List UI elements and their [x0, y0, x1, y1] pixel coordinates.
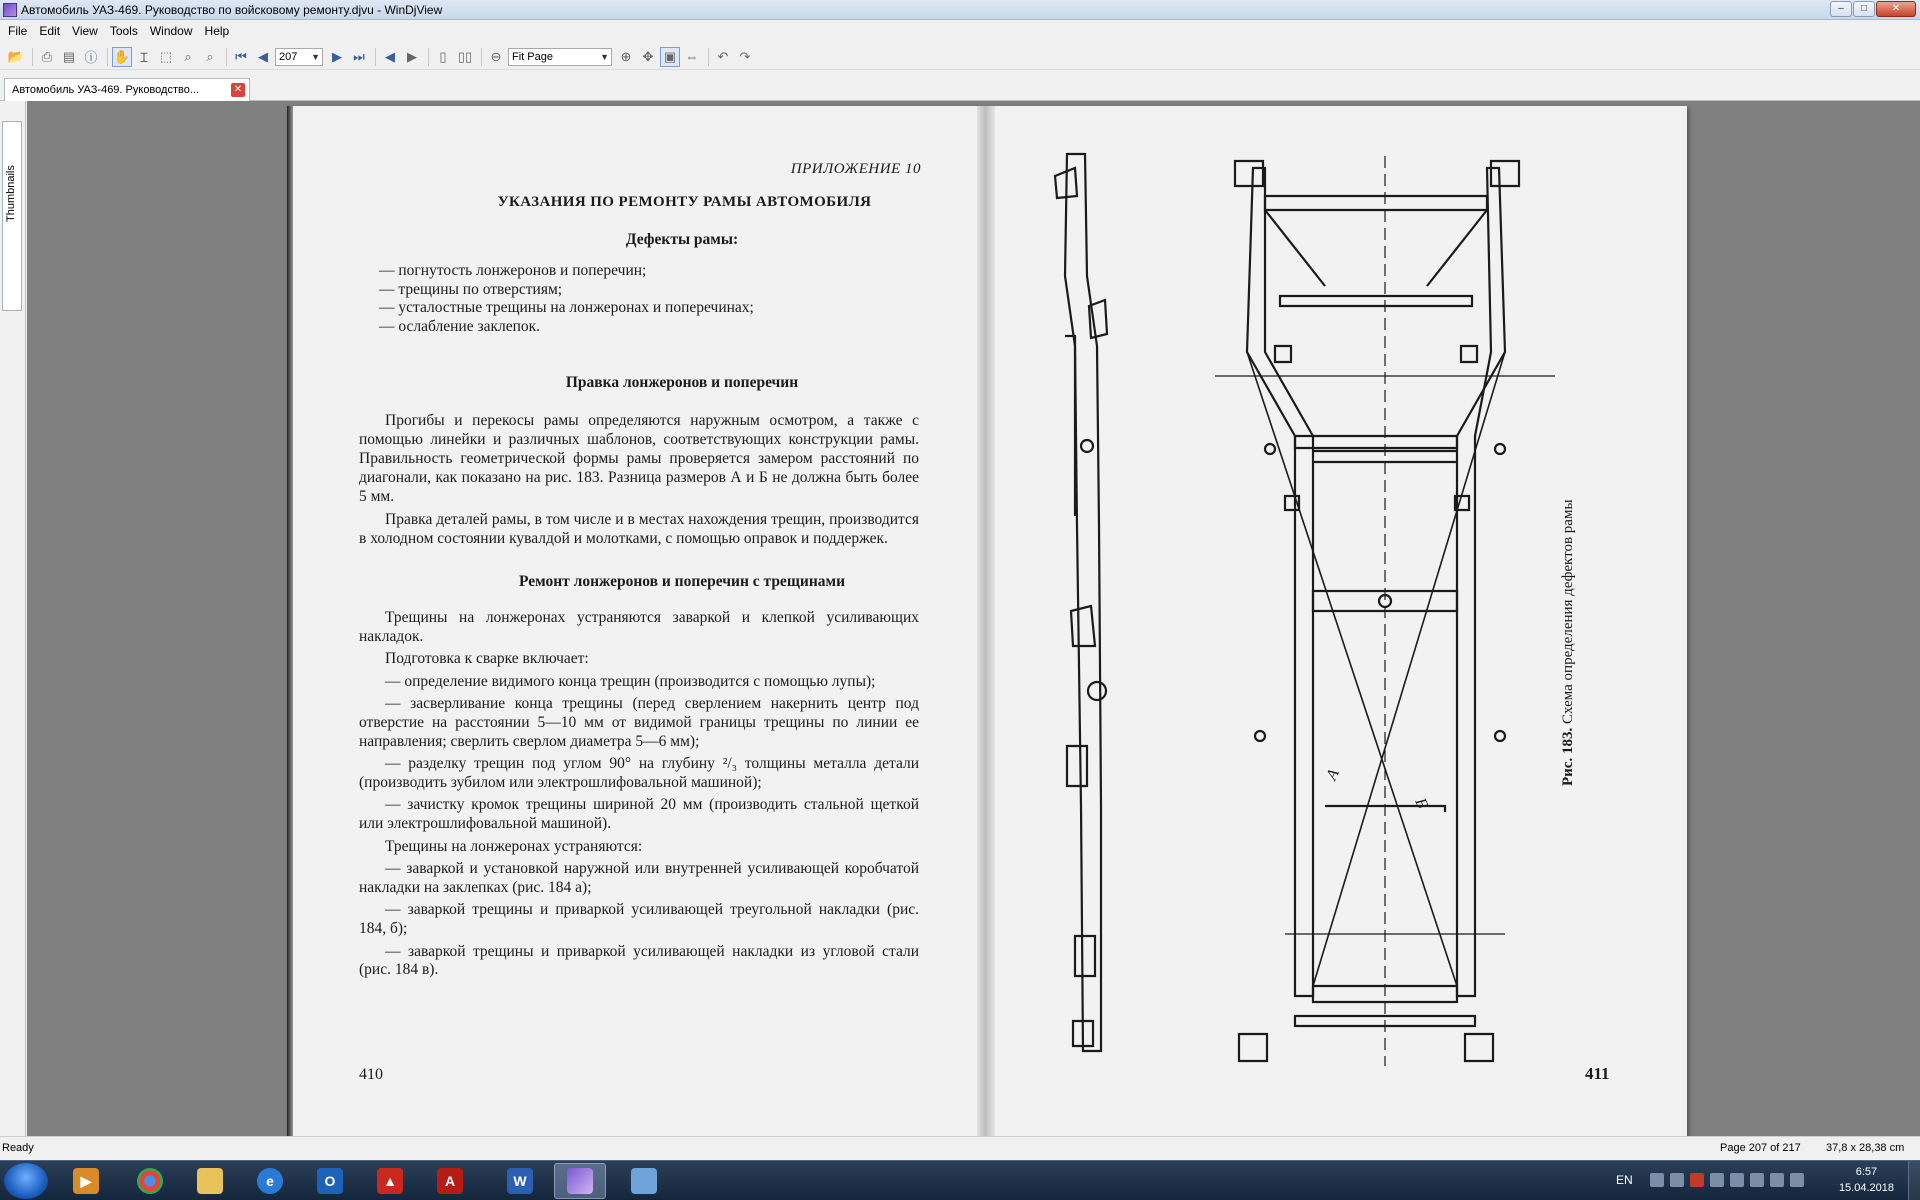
- page-number-left: 410: [359, 1066, 383, 1083]
- forward-icon[interactable]: ▶: [407, 48, 417, 64]
- page-heading: УКАЗАНИЯ ПО РЕМОНТУ РАМЫ АВТОМОБИЛЯ: [497, 194, 872, 210]
- chevron-down-icon: ▼: [600, 51, 609, 62]
- zoom-in-tool-icon[interactable]: ⌕: [184, 48, 192, 64]
- clock-date: 15.04.2018: [1838, 1182, 1894, 1194]
- paragraph: Трещины на лонжеронах устраняются:: [385, 837, 643, 855]
- taskbar-window[interactable]: [618, 1163, 670, 1199]
- window-icon: [631, 1168, 657, 1194]
- status-ready: Ready: [2, 1142, 34, 1154]
- toolbar-separator: [226, 48, 227, 66]
- word-icon: W: [507, 1168, 533, 1194]
- tray-app-icon[interactable]: [1690, 1173, 1704, 1187]
- taskbar-media-player[interactable]: [60, 1163, 112, 1199]
- diagonal-label-a: А: [1323, 766, 1343, 783]
- taskbar-internet-explorer[interactable]: [244, 1163, 296, 1199]
- chevron-down-icon: ▼: [311, 51, 320, 62]
- last-page-icon[interactable]: ⏭: [353, 48, 365, 64]
- side-panel: [0, 101, 26, 1136]
- toolbar-separator: [107, 48, 108, 66]
- tray-app-icon[interactable]: [1750, 1173, 1764, 1187]
- page-number-combo[interactable]: [275, 48, 323, 66]
- fit-width-icon[interactable]: ⇔: [685, 49, 699, 64]
- page-number-right: 411: [1585, 1064, 1610, 1083]
- taskbar-acrobat[interactable]: [424, 1163, 476, 1199]
- paragraph: — заваркой трещины и приваркой усиливающей треугольной накладки (рис. 184, б);: [359, 901, 919, 937]
- taskbar-chrome[interactable]: [124, 1163, 176, 1199]
- taskbar-windjview[interactable]: [554, 1163, 606, 1199]
- paragraph: — заваркой трещины и приваркой усиливающей накладки из угловой стали (рис. 184 в).: [359, 942, 919, 979]
- window-title: Автомобиль УАЗ-469. Руководство по войсковому ремонту.djvu - WinDjView: [21, 2, 443, 17]
- folder-icon: [197, 1168, 223, 1194]
- side-view-rail: [1055, 154, 1107, 1051]
- two-pages-icon[interactable]: ▯▯: [457, 48, 473, 64]
- windjview-app-icon: [3, 3, 17, 17]
- single-page-icon[interactable]: ▯: [439, 48, 447, 64]
- zoom-value: Fit Page: [512, 50, 553, 63]
- close-button[interactable]: ✕: [1876, 1, 1916, 17]
- figure-caption: [1560, 499, 1577, 786]
- outlook-icon: O: [317, 1168, 343, 1194]
- paragraph: — засверливание конца трещины (перед сверлением накернить центр под отверстие на расстоянии 5—10 мм от видимой границы трещины по линии ее направления; сверлить сверлом диаметра 5—6 мм);: [359, 695, 919, 750]
- paragraph: — определение видимого конца трещин (производится с помощью лупы);: [385, 672, 876, 690]
- taskbar-acrobat-triangle[interactable]: [364, 1163, 416, 1199]
- system-tray: [1600, 1161, 1920, 1200]
- clock-time: 6:57: [1855, 1166, 1878, 1178]
- volume-icon[interactable]: [1790, 1173, 1804, 1187]
- straightening-text: [359, 411, 919, 552]
- page-number-value: 207: [279, 50, 298, 63]
- paragraph: — разделку трещин под углом 90° на глубину ²/₃ толщины металла детали (производить зубилом или электрошлифовальной машиной);: [359, 755, 919, 791]
- paragraph: — заваркой и установкой наружной или внутренней усиливающей коробчатой накладки на заклепках (рис. 184 а);: [359, 860, 919, 896]
- window-controls: [1829, 1, 1916, 17]
- list-item: — трещины по отверстиям;: [379, 280, 563, 298]
- paragraph: Правка деталей рамы, в том числе и в местах нахождения трещин, производится в холодном состоянии кувалдой и молотками, с помощью оправок и поддержек.: [359, 511, 919, 547]
- defects-list: [379, 262, 754, 336]
- acrobat-icon: A: [437, 1168, 463, 1194]
- media-player-icon: ▶: [73, 1168, 99, 1194]
- fit-page-icon[interactable]: ▣: [660, 47, 680, 67]
- status-page-info: Page 207 of 217: [1720, 1142, 1801, 1154]
- repair-heading: Ремонт лонжеронов и поперечин с трещинами: [519, 573, 845, 590]
- taskbar-word[interactable]: [494, 1163, 546, 1199]
- acrobat-triangle-icon: ▲: [377, 1168, 403, 1194]
- hand-tool-icon[interactable]: ✋: [112, 47, 132, 67]
- ie-icon: e: [257, 1168, 283, 1194]
- defects-heading: Дефекты рамы:: [625, 231, 739, 248]
- figure-label: Рис. 183.: [1560, 727, 1576, 786]
- menu-bar: [0, 20, 1920, 42]
- clock[interactable]: [1839, 1164, 1894, 1196]
- print-preview-icon[interactable]: ▤: [62, 48, 76, 64]
- toolbar: [0, 44, 1920, 70]
- toolbar-separator: [428, 48, 429, 66]
- tray-app-icon[interactable]: [1670, 1173, 1684, 1187]
- print-icon[interactable]: ⎙: [41, 48, 53, 64]
- chrome-icon: [137, 1168, 163, 1194]
- close-tab-icon[interactable]: ✕: [231, 83, 245, 97]
- minimize-button[interactable]: ‒: [1830, 1, 1852, 17]
- toolbar-separator: [32, 48, 33, 66]
- zoom-out-tool-icon[interactable]: ⌕: [206, 48, 214, 64]
- next-page-icon[interactable]: ▶: [332, 48, 342, 64]
- paragraph: Трещины на лонжеронах устраняются заваркой и клепкой усиливающих накладок.: [359, 609, 919, 645]
- open-folder-icon[interactable]: 📂: [7, 48, 25, 64]
- tray-app-icon[interactable]: [1650, 1173, 1664, 1187]
- actual-size-icon[interactable]: ✥: [642, 48, 654, 64]
- figure-caption-text: Схема определения дефектов рамы: [1560, 499, 1576, 725]
- zoom-in-icon[interactable]: ⊕: [620, 48, 632, 64]
- paragraph: — зачистку кромок трещины шириной 20 мм (производить стальной щеткой или электрошлифовальной машиной).: [359, 796, 919, 832]
- network-icon[interactable]: [1770, 1173, 1784, 1187]
- zoom-out-icon[interactable]: ⊖: [490, 48, 502, 64]
- zoom-combo[interactable]: [508, 48, 612, 66]
- language-indicator[interactable]: EN: [1616, 1173, 1633, 1187]
- show-desktop-button[interactable]: [1908, 1161, 1920, 1200]
- repair-text: [359, 609, 919, 984]
- diagonal-label-b: Б: [1411, 795, 1431, 812]
- tray-icons: [1650, 1173, 1810, 1187]
- top-view-frame: [1235, 161, 1519, 1061]
- tab-label: Автомобиль УАЗ-469. Руководство...: [12, 84, 199, 96]
- menu-tools[interactable]: Tools: [109, 24, 138, 38]
- page-410: [287, 106, 987, 1138]
- tray-app-icon[interactable]: [1730, 1173, 1744, 1187]
- taskbar-explorer[interactable]: [184, 1163, 236, 1199]
- menu-file[interactable]: File: [8, 24, 28, 38]
- list-item: — погнутость лонжеронов и поперечин;: [379, 262, 647, 279]
- menu-view[interactable]: View: [72, 24, 98, 38]
- page-spread: [287, 106, 1687, 1138]
- thumbnails-tab[interactable]: [2, 121, 22, 311]
- status-page-size: 37,8 x 28,38 cm: [1826, 1142, 1905, 1154]
- previous-page-icon[interactable]: ◀: [258, 48, 268, 64]
- document-view[interactable]: [27, 101, 1920, 1136]
- menu-window[interactable]: Window: [149, 24, 193, 38]
- toolbar-separator: [708, 48, 709, 66]
- windjview-icon: [567, 1168, 593, 1194]
- tab-document[interactable]: [4, 78, 250, 101]
- paragraph: Прогибы и перекосы рамы определяются наружным осмотром, а также с помощью линейки и различных шаблонов, соответствующих конструкции рамы. Правильность геометрической формы рамы проверяется замером расстояний по диагонали, как показано на рис. 183. Разница размеров А и Б не должна быть более 5 мм.: [359, 412, 919, 505]
- start-button[interactable]: [4, 1163, 48, 1199]
- menu-help[interactable]: Help: [204, 24, 230, 38]
- paragraph: Подготовка к сварке включает:: [385, 650, 589, 668]
- list-item: — усталостные трещины на лонжеронах и поперечинах;: [379, 299, 754, 316]
- maximize-button[interactable]: □: [1853, 1, 1875, 17]
- thumbnails-label: Thumbnails: [5, 165, 17, 222]
- rotate-right-icon[interactable]: ↷: [739, 48, 751, 64]
- taskbar-outlook[interactable]: [304, 1163, 356, 1199]
- list-item: — ослабление заклепок.: [379, 317, 541, 335]
- taskbar: [0, 1160, 1920, 1200]
- info-icon[interactable]: ⓘ: [84, 50, 98, 65]
- tray-app-icon[interactable]: [1710, 1173, 1724, 1187]
- toolbar-separator: [375, 48, 376, 66]
- select-rect-icon[interactable]: ⬚: [159, 48, 173, 64]
- toolbar-separator: [481, 48, 482, 66]
- status-bar: [0, 1136, 1920, 1160]
- tab-strip: [0, 76, 1920, 101]
- rotate-left-icon[interactable]: ↶: [717, 48, 729, 64]
- page-411: [995, 106, 1687, 1138]
- title-bar: [0, 0, 1920, 20]
- select-text-icon[interactable]: Ɪ: [140, 49, 148, 65]
- menu-edit[interactable]: Edit: [39, 24, 61, 38]
- first-page-icon[interactable]: ⏮: [235, 48, 247, 64]
- appendix-label: ПРИЛОЖЕНИЕ 10: [790, 161, 921, 177]
- straightening-heading: Правка лонжеронов и поперечин: [565, 374, 799, 391]
- frame-diagram: [995, 106, 1687, 1138]
- back-icon[interactable]: ◀: [385, 48, 395, 64]
